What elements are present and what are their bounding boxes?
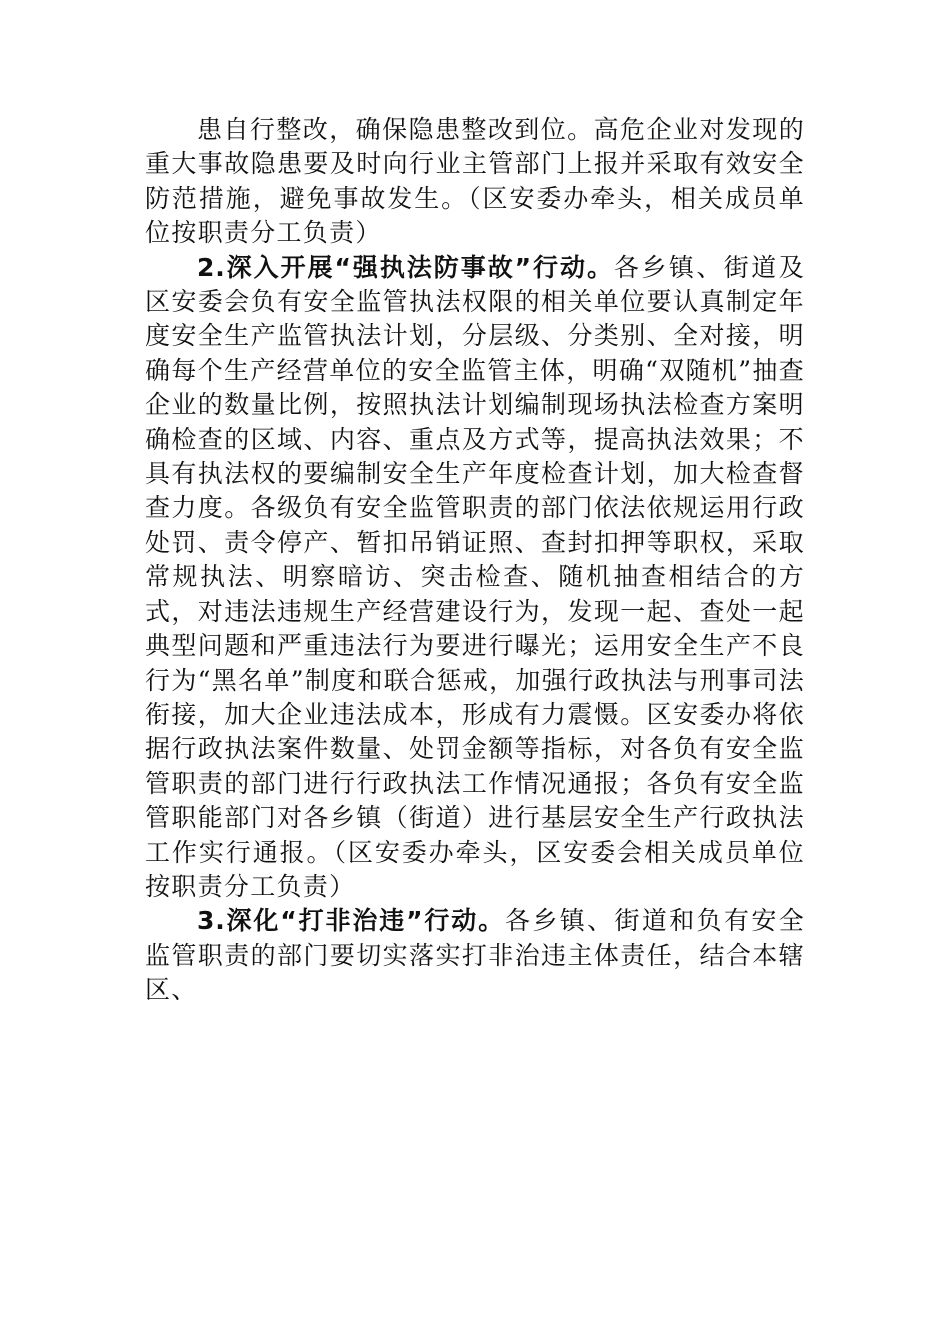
paragraph-illegal-crackdown	[145, 904, 805, 1007]
section-heading: 3.深化“打非治违”行动。	[197, 906, 505, 936]
paragraph-text: 各乡镇、街道和负有安全监管职责的部门要切实落实打非治违主体责任，结合本辖区、	[145, 906, 805, 1005]
paragraph-text: 患自行整改，确保隐患整改到位。高危企业对发现的重大事故隐患要及时向行业主管部门上报并采取有效安全防范措施，避免事故发生。（区安委办牵头，相关成员单位按职责分工负责）	[145, 115, 805, 248]
paragraph-continuation	[145, 113, 805, 251]
document-body	[145, 113, 805, 1008]
paragraph-text: 各乡镇、街道及区安委会负有安全监管执法权限的相关单位要认真制定年度安全生产监管执法计划，分层级、分类别、全对接，明确每个生产经营单位的安全监管主体，明确“双随机”抽查企业的数量比例，按照执法计划编制现场执法检查方案明确检查的区域、内容、重点及方式等，提高执法效果；不具有执法权的要编制安全生产年度检查计划，加大检查督查力度。各级负有安全监管职责的部门依法依规运用行政处罚、责令停产、暂扣吊销证照、查封扣押等职权，采取常规执法、明察暗访、突击检查、随机抽查相结合的方式，对违法违规生产经营建设行为，发现一起、查处一起典型问题和严重违法行为要进行曝光；运用安全生产不良行为“黑名单”制度和联合惩戒，加强行政执法与刑事司法衔接，加大企业违法成本，形成有力震慑。区安委办将依据行政执法案件数量、处罚金额等指标，对各负有安全监管职责的部门进行行政执法工作情况通报；各负有安全监管职能部门对各乡镇（街道）进行基层安全生产行政执法工作实行通报。（区安委办牵头，区安委会相关成员单位按职责分工负责）	[145, 252, 806, 901]
section-heading: 2.深入开展“强执法防事故”行动。	[197, 252, 614, 282]
paragraph-enforcement-action	[145, 251, 805, 905]
